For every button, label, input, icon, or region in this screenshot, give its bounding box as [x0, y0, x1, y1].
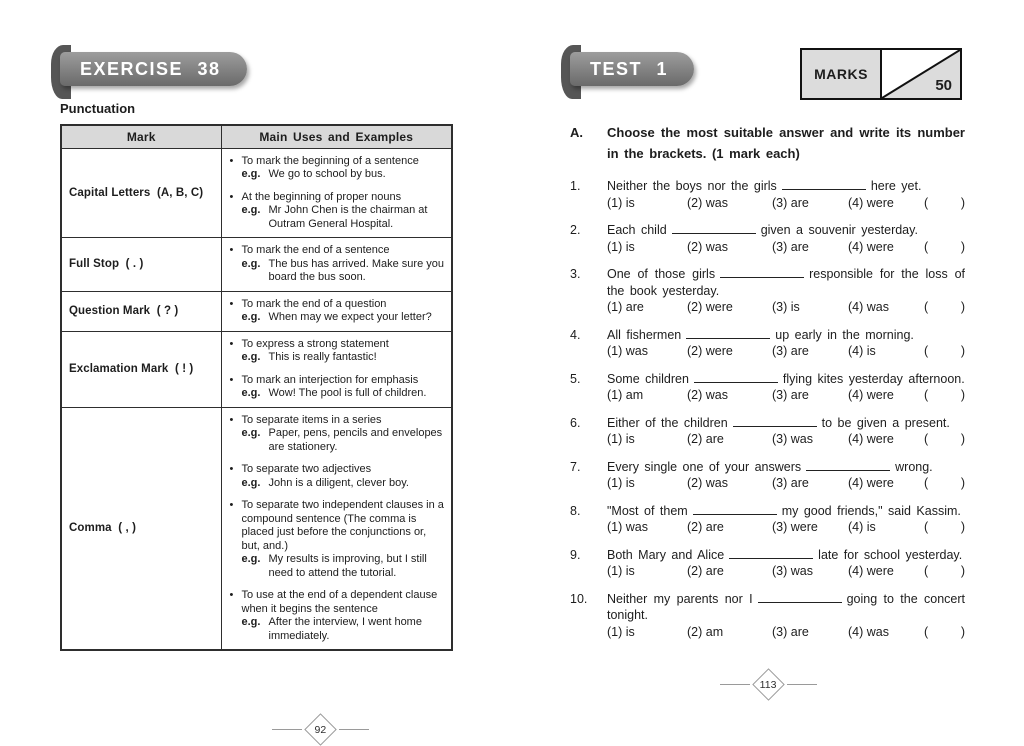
bullet-icon: •	[229, 244, 234, 256]
test-banner-title: TEST 1	[570, 52, 694, 86]
question-text: Both Mary and Alice late for school yesterday.	[607, 547, 963, 562]
answer-bracket: ( )	[924, 520, 965, 534]
bullet-icon: •	[229, 463, 234, 475]
option-1: (1) is	[607, 432, 635, 446]
option-2: (2) was	[687, 195, 728, 210]
question-number: 5.	[570, 371, 581, 386]
uses-cell	[221, 291, 452, 331]
use-item	[230, 463, 447, 490]
use-text: • To mark the end of a question	[229, 297, 387, 310]
example-text: e.g. We go to school by bus.	[241, 168, 386, 180]
eg-label: e.g.	[241, 351, 261, 363]
answer-bracket: ( )	[924, 344, 965, 358]
question-body	[607, 415, 965, 448]
question-body	[607, 547, 965, 580]
eg-label: e.g.	[241, 257, 261, 270]
options-row	[607, 624, 965, 641]
use-text: • To mark the beginning of a sentence	[229, 154, 419, 167]
eg-label: e.g.	[241, 168, 261, 180]
example-text: e.g. When may we expect your letter?	[241, 311, 432, 323]
option-2: (2) was	[687, 239, 728, 254]
use-text: • To separate two adjectives	[229, 463, 372, 475]
option-3: (3) was	[772, 432, 813, 446]
question-item	[570, 222, 965, 255]
mark-cell: Exclamation Mark ( ! )	[61, 331, 221, 407]
option-4: (4) is	[848, 344, 876, 358]
question-item	[570, 327, 965, 360]
options-row	[607, 431, 965, 448]
example-text: e.g. John is a diligent, clever boy.	[241, 476, 409, 489]
table-row	[61, 238, 452, 292]
use-text: • To separate two independent clauses in a compound sentence (The comma is placed just before the conjunctions or, but, and.)	[229, 499, 444, 552]
option-2: (2) were	[687, 300, 733, 314]
right-page	[570, 45, 965, 651]
use-item	[230, 155, 447, 182]
uses-cell	[221, 331, 452, 407]
option-4: (4) were	[848, 432, 894, 446]
options-row	[607, 239, 965, 256]
question-text: One of those girls responsible for the loss of the book yesterday.	[607, 267, 965, 298]
option-2: (2) are	[687, 564, 724, 578]
option-3: (3) were	[772, 520, 818, 534]
answer-blank	[693, 506, 777, 515]
option-3: (3) are	[772, 476, 809, 490]
table-row	[61, 407, 452, 650]
question-text: Every single one of your answers wrong.	[607, 459, 933, 474]
option-2: (2) are	[687, 520, 724, 534]
option-4: (4) were	[848, 239, 894, 254]
mark-cell: Question Mark ( ? )	[61, 291, 221, 331]
punctuation-table-body	[61, 148, 452, 650]
question-number: 4.	[570, 327, 581, 342]
marks-label: MARKS	[802, 50, 882, 98]
bullet-icon: •	[229, 190, 234, 203]
option-4: (4) were	[848, 476, 894, 490]
use-item	[230, 414, 447, 455]
answer-bracket: ( )	[924, 300, 965, 314]
page-number-rule	[272, 729, 302, 730]
answer-blank	[733, 418, 817, 427]
question-body	[607, 178, 965, 211]
question-text: All fishermen up early in the morning.	[607, 327, 914, 342]
option-1: (1) is	[607, 624, 635, 639]
bullet-icon: •	[229, 413, 234, 426]
eg-label: e.g.	[241, 427, 261, 439]
use-text: • To mark the end of a sentence	[229, 244, 390, 256]
question-item	[570, 266, 965, 316]
answer-bracket: ( )	[924, 432, 965, 446]
question-body	[607, 591, 965, 641]
question-item	[570, 547, 965, 580]
mark-cell: Capital Letters (A, B, C)	[61, 148, 221, 238]
answer-blank	[720, 269, 804, 278]
question-number: 8.	[570, 503, 581, 518]
question-number: 6.	[570, 415, 581, 430]
table-header-mark: Mark	[61, 125, 221, 148]
bullet-icon: •	[229, 154, 234, 167]
question-body	[607, 371, 965, 404]
use-item	[230, 499, 447, 580]
option-2: (2) was	[687, 476, 728, 490]
answer-blank	[806, 462, 890, 471]
option-2: (2) were	[687, 344, 733, 358]
option-2: (2) was	[687, 388, 728, 402]
options-row	[607, 563, 965, 580]
option-4: (4) was	[848, 300, 889, 314]
test-banner	[570, 52, 694, 86]
use-text: • To separate items in a series	[229, 413, 382, 426]
question-item	[570, 371, 965, 404]
use-item	[230, 244, 447, 285]
question-text: Some children flying kites yesterday afternoon.	[607, 371, 965, 386]
option-3: (3) are	[772, 344, 809, 358]
option-3: (3) are	[772, 239, 809, 254]
uses-cell	[221, 148, 452, 238]
question-item	[570, 591, 965, 641]
example-text: e.g. Wow! The pool is full of children.	[241, 387, 427, 399]
eg-label: e.g.	[241, 616, 261, 628]
example-text: e.g. Paper, pens, pencils and envelopes are stationery.	[241, 427, 443, 453]
option-3: (3) was	[772, 564, 813, 578]
bullet-icon: •	[229, 373, 234, 386]
option-4: (4) is	[848, 520, 876, 534]
option-1: (1) is	[607, 239, 635, 254]
marks-total: 50	[935, 77, 952, 94]
eg-label: e.g.	[241, 311, 261, 323]
question-item	[570, 178, 965, 211]
use-text: • To use at the end of a dependent clause when it begins the sentence	[229, 589, 438, 615]
question-body	[607, 266, 965, 316]
exercise-banner-title: EXERCISE 38	[60, 52, 247, 86]
example-text: e.g. This is really fantastic!	[241, 351, 377, 363]
answer-bracket: ( )	[924, 476, 965, 490]
option-1: (1) was	[607, 520, 648, 534]
use-text: • To express a strong statement	[229, 337, 389, 350]
question-text: Neither my parents nor I going to the concert tonight.	[607, 591, 965, 622]
question-body	[607, 503, 965, 536]
option-3: (3) are	[772, 195, 809, 210]
question-number: 1.	[570, 179, 581, 193]
question-text: "Most of them my good friends," said Kassim.	[607, 503, 961, 518]
left-page	[60, 45, 455, 736]
answer-blank	[729, 550, 813, 559]
page-number-rule	[720, 684, 750, 685]
option-1: (1) am	[607, 388, 644, 402]
option-1: (1) is	[607, 476, 635, 490]
table-header-row	[61, 125, 452, 148]
question-number: 10.	[570, 591, 588, 606]
question-item	[570, 503, 965, 536]
mark-cell: Full Stop ( . )	[61, 238, 221, 292]
option-1: (1) are	[607, 300, 644, 314]
punctuation-table	[60, 124, 453, 651]
option-3: (3) are	[772, 624, 809, 639]
question-text: Neither the boys nor the girls here yet.	[607, 179, 922, 193]
section-letter: A.	[570, 125, 583, 140]
option-1: (1) is	[607, 564, 635, 578]
example-text: e.g. The bus has arrived. Make sure you board the bus soon.	[241, 257, 444, 283]
question-number: 7.	[570, 459, 581, 474]
exercise-banner	[60, 52, 247, 86]
question-text: Either of the children to be given a present.	[607, 415, 950, 430]
page-number-diamond-icon	[752, 668, 785, 701]
answer-blank	[686, 330, 770, 339]
option-2: (2) am	[687, 624, 724, 639]
question-text: Each child given a souvenir yesterday.	[607, 223, 918, 237]
question-number: 2.	[570, 223, 581, 237]
use-item	[230, 589, 447, 643]
punctuation-heading: Punctuation	[60, 101, 136, 116]
question-item	[570, 459, 965, 492]
option-4: (4) was	[848, 624, 889, 639]
table-row	[61, 331, 452, 407]
marks-box	[800, 48, 962, 100]
options-row	[607, 299, 965, 316]
answer-bracket: ( )	[924, 624, 965, 639]
bullet-icon: •	[229, 499, 234, 511]
example-text: e.g. After the interview, I went home immediately.	[241, 616, 422, 642]
left-page-number-text: 92	[314, 723, 327, 736]
options-row	[607, 343, 965, 360]
options-row	[607, 387, 965, 404]
questions-list	[570, 178, 965, 640]
section-a-heading	[570, 122, 965, 164]
left-page-number	[272, 718, 369, 741]
page-number-rule	[339, 729, 369, 730]
bullet-icon: •	[229, 337, 234, 350]
uses-cell	[221, 238, 452, 292]
answer-bracket: ( )	[924, 388, 965, 402]
question-body	[607, 459, 965, 492]
answer-blank	[694, 374, 778, 383]
answer-blank	[758, 594, 842, 603]
use-item	[230, 191, 447, 232]
answer-blank	[672, 225, 756, 234]
option-1: (1) is	[607, 195, 635, 210]
right-page-number	[720, 673, 817, 696]
question-number: 3.	[570, 267, 581, 281]
option-2: (2) are	[687, 432, 724, 446]
example-text: e.g. Mr John Chen is the chairman at Outram General Hospital.	[241, 204, 428, 230]
question-item	[570, 415, 965, 448]
eg-label: e.g.	[241, 476, 261, 489]
marks-score-cell	[882, 50, 960, 98]
answer-bracket: ( )	[924, 239, 965, 254]
option-3: (3) is	[772, 300, 800, 314]
page-number-diamond-icon	[304, 713, 337, 746]
eg-label: e.g.	[241, 387, 261, 399]
use-text: • To mark an interjection for emphasis	[229, 373, 419, 386]
answer-blank	[782, 181, 866, 190]
option-4: (4) were	[848, 564, 894, 578]
question-number: 9.	[570, 547, 581, 562]
table-row	[61, 148, 452, 238]
section-instruction: Choose the most suitable answer and write its number in the brackets. (1 mark each)	[607, 125, 965, 161]
options-row	[607, 195, 965, 212]
answer-bracket: ( )	[924, 195, 965, 210]
answer-bracket: ( )	[924, 564, 965, 578]
use-text: • At the beginning of proper nouns	[229, 190, 402, 203]
eg-label: e.g.	[241, 204, 261, 216]
option-4: (4) were	[848, 388, 894, 402]
bullet-icon: •	[229, 589, 234, 601]
question-body	[607, 327, 965, 360]
table-row	[61, 291, 452, 331]
question-body	[607, 222, 965, 255]
eg-label: e.g.	[241, 553, 261, 565]
mark-cell: Comma ( , )	[61, 407, 221, 650]
options-row	[607, 519, 965, 536]
option-3: (3) are	[772, 388, 809, 402]
bullet-icon: •	[229, 297, 234, 310]
right-page-number-text: 113	[760, 678, 777, 691]
page-number-rule	[787, 684, 817, 685]
use-item	[230, 374, 447, 401]
use-item	[230, 338, 447, 365]
table-header-uses: Main Uses and Examples	[221, 125, 452, 148]
options-row	[607, 475, 965, 492]
use-item	[230, 298, 447, 325]
option-1: (1) was	[607, 344, 648, 358]
example-text: e.g. My results is improving, but I still need to attend the tutorial.	[241, 553, 427, 579]
option-4: (4) were	[848, 195, 894, 210]
uses-cell	[221, 407, 452, 650]
